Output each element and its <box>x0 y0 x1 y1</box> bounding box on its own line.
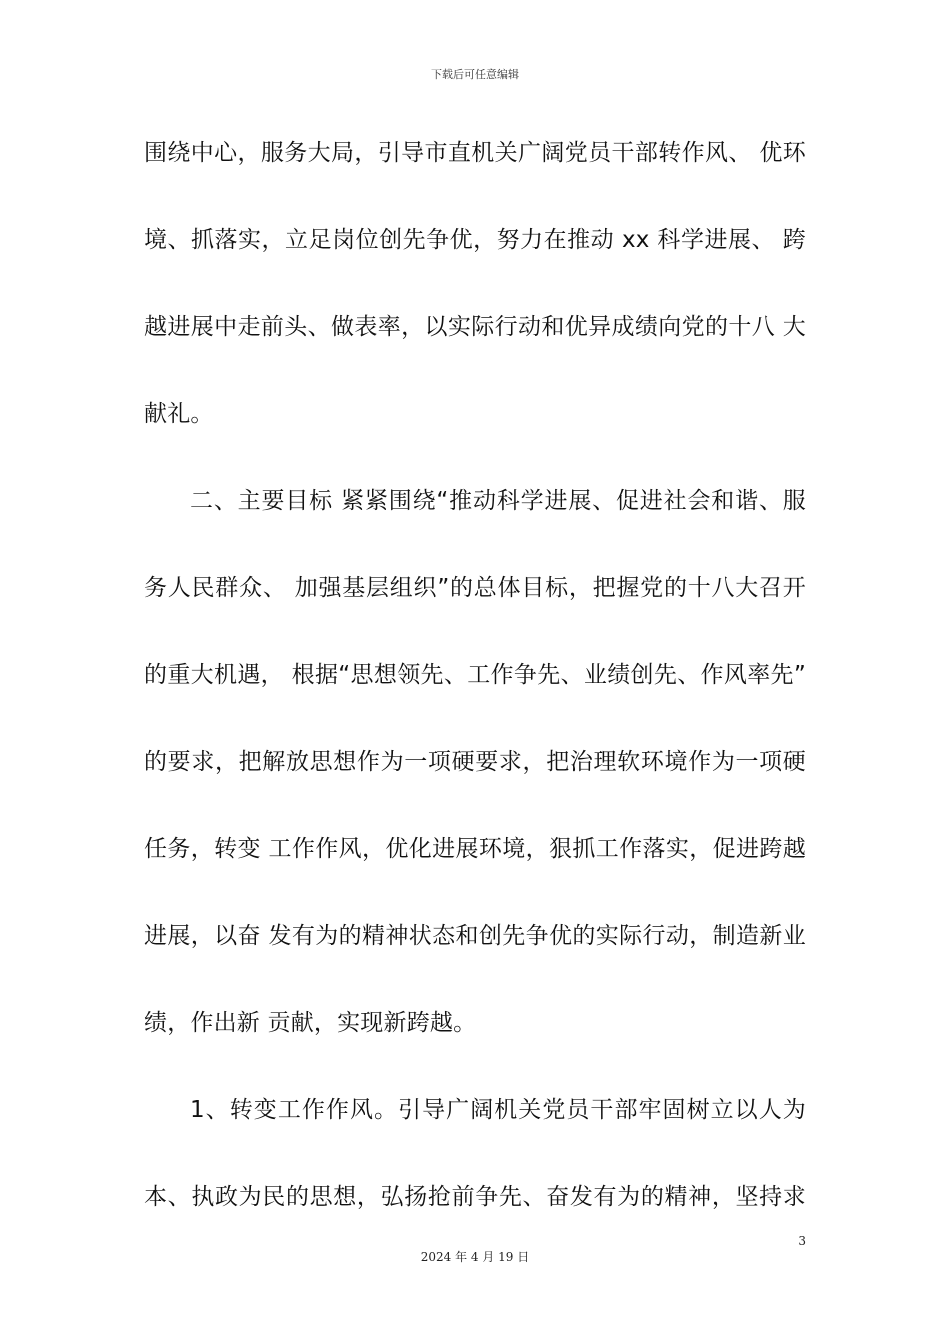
text-line: 围绕中心，服务大局，引导市直机关广阔党员干部转作风、 优环 <box>144 140 806 166</box>
text-line: 二、主要目标 紧紧围绕“推动科学进展、促进社会和谐、服 <box>190 488 806 514</box>
document-body <box>144 134 806 1265</box>
text-line: 进展，以奋 发有为的精神状态和创先争优的实际行动，制造新业 <box>144 923 806 949</box>
page-header: 下载后可任意编辑 <box>431 68 519 81</box>
text-line: 本、执政为民的思想，弘扬抢前争先、奋发有为的精神，坚持求 <box>144 1184 806 1210</box>
text-line: 境、抓落实，立足岗位创先争优，努力在推动 xx 科学进展、 跨 <box>144 227 806 253</box>
text-line: 绩，作出新 贡献，实现新跨越。 <box>144 1010 477 1036</box>
text-line: 越进展中走前头、做表率，以实际行动和优异成绩向党的十八 大 <box>144 314 806 340</box>
text-line: 的重大机遇， 根据“思想领先、工作争先、业绩创先、作风率先” <box>144 662 806 688</box>
text-line: 务人民群众、 加强基层组织”的总体目标，把握党的十八大召开 <box>144 575 806 601</box>
page-number: 3 <box>798 1234 806 1248</box>
text-line: 1、转变工作作风。引导广阔机关党员干部牢固树立以人为 <box>190 1097 806 1123</box>
footer-date: 2024 年 4 月 19 日 <box>420 1250 530 1264</box>
text-line: 献礼。 <box>144 401 214 427</box>
text-line: 任务，转变 工作作风，优化进展环境，狠抓工作落实，促进跨越 <box>144 836 806 862</box>
text-line: 的要求，把解放思想作为一项硬要求，把治理软环境作为一项硬 <box>144 749 806 775</box>
